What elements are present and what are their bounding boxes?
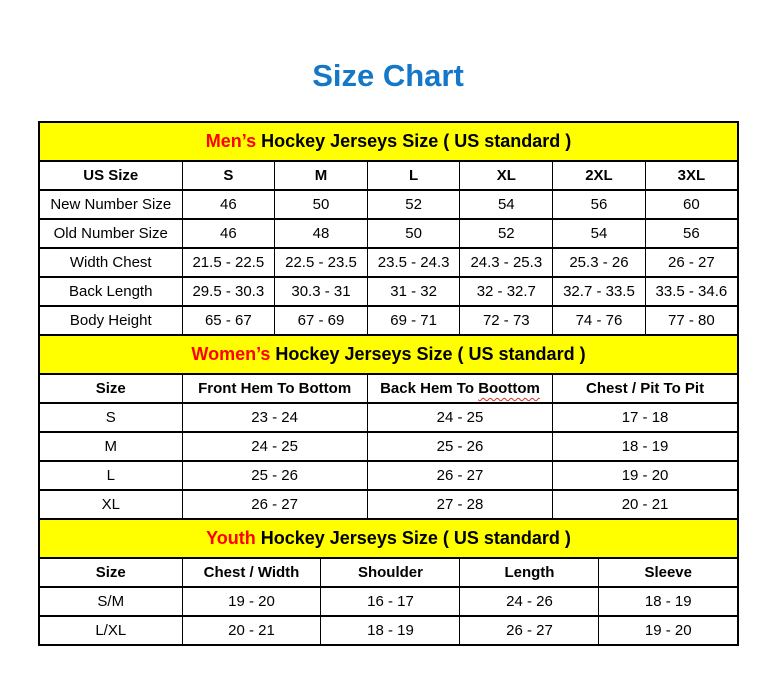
table-cell: 24 - 25: [182, 432, 367, 461]
table-cell: 69 - 71: [367, 306, 460, 335]
womens-section-title-rest: Hockey Jerseys Size ( US standard ): [270, 344, 586, 365]
table-cell: 22.5 - 23.5: [275, 248, 368, 277]
mens-row-old-number-size: [39, 219, 738, 248]
youth-col-chest-width: Chest / Width: [182, 558, 321, 587]
youth-row-sm: [39, 587, 738, 616]
row-label: S/M: [39, 587, 182, 616]
table-cell: 24 - 26: [460, 587, 599, 616]
row-label: M: [39, 432, 182, 461]
table-cell: 25.3 - 26: [553, 248, 646, 277]
mens-col-2xl: 2XL: [553, 161, 646, 190]
row-label: Body Height: [39, 306, 182, 335]
table-cell: 16 - 17: [321, 587, 460, 616]
row-label: S: [39, 403, 182, 432]
mens-row-back-length: [39, 277, 738, 306]
table-cell: 17 - 18: [553, 403, 738, 432]
table-cell: 50: [275, 190, 368, 219]
table-cell: 52: [460, 219, 553, 248]
table-cell: 50: [367, 219, 460, 248]
mens-section-highlight: Men’s: [205, 131, 257, 152]
womens-col-front-hem: Front Hem To Bottom: [182, 374, 367, 403]
mens-section-band: [39, 122, 738, 161]
table-cell: 54: [553, 219, 646, 248]
youth-col-length: Length: [460, 558, 599, 587]
womens-col-back-hem: [367, 374, 552, 403]
mens-row-new-number-size: [39, 190, 738, 219]
youth-row-lxl: [39, 616, 738, 645]
womens-section-highlight: Women’s: [191, 344, 271, 365]
table-cell: 23 - 24: [182, 403, 367, 432]
table-cell: 26 - 27: [182, 490, 367, 519]
table-cell: 19 - 20: [182, 587, 321, 616]
table-cell: 52: [367, 190, 460, 219]
table-cell: 65 - 67: [182, 306, 275, 335]
table-cell: 33.5 - 34.6: [645, 277, 738, 306]
mens-col-us-size: US Size: [39, 161, 182, 190]
table-cell: 77 - 80: [645, 306, 738, 335]
mens-col-l: L: [367, 161, 460, 190]
mens-row-width-chest: [39, 248, 738, 277]
table-cell: 60: [645, 190, 738, 219]
table-cell: 18 - 19: [553, 432, 738, 461]
table-cell: 56: [645, 219, 738, 248]
table-cell: 31 - 32: [367, 277, 460, 306]
row-label: XL: [39, 490, 182, 519]
table-cell: 32.7 - 33.5: [553, 277, 646, 306]
table-cell: 56: [553, 190, 646, 219]
table-cell: 54: [460, 190, 553, 219]
youth-col-size: Size: [39, 558, 182, 587]
table-cell: 19 - 20: [599, 616, 738, 645]
row-label: New Number Size: [39, 190, 182, 219]
table-cell: 19 - 20: [553, 461, 738, 490]
youth-section-title-rest: Hockey Jerseys Size ( US standard ): [255, 528, 571, 549]
page-title: Size Chart: [312, 58, 464, 93]
table-cell: 24.3 - 25.3: [460, 248, 553, 277]
table-cell: 18 - 19: [599, 587, 738, 616]
table-cell: 48: [275, 219, 368, 248]
womens-row-l: [39, 461, 738, 490]
womens-col-back-hem-misspelled-word: Boottom: [478, 379, 540, 397]
row-label: Width Chest: [39, 248, 182, 277]
youth-col-sleeve: Sleeve: [599, 558, 738, 587]
table-cell: 26 - 27: [460, 616, 599, 645]
mens-col-xl: XL: [460, 161, 553, 190]
mens-row-body-height: [39, 306, 738, 335]
youth-header-row: [39, 558, 738, 587]
table-cell: 25 - 26: [182, 461, 367, 490]
table-cell: 30.3 - 31: [275, 277, 368, 306]
womens-col-chest: Chest / Pit To Pit: [553, 374, 738, 403]
womens-col-back-hem-prefix: Back Hem To: [380, 379, 479, 397]
table-cell: 74 - 76: [553, 306, 646, 335]
womens-row-xl: [39, 490, 738, 519]
youth-section-title: [39, 519, 738, 558]
womens-col-size: Size: [39, 374, 182, 403]
mens-section-title-rest: Hockey Jerseys Size ( US standard ): [256, 131, 572, 152]
youth-col-shoulder: Shoulder: [321, 558, 460, 587]
row-label: Old Number Size: [39, 219, 182, 248]
womens-section-title: [39, 335, 738, 374]
mens-section-title: [39, 122, 738, 161]
table-cell: 32 - 32.7: [460, 277, 553, 306]
table-cell: 46: [182, 190, 275, 219]
womens-section-band: [39, 335, 738, 374]
table-cell: 46: [182, 219, 275, 248]
mens-col-s: S: [182, 161, 275, 190]
womens-row-m: [39, 432, 738, 461]
table-cell: 23.5 - 24.3: [367, 248, 460, 277]
mens-col-3xl: 3XL: [645, 161, 738, 190]
row-label: L: [39, 461, 182, 490]
table-cell: 29.5 - 30.3: [182, 277, 275, 306]
table-cell: 20 - 21: [553, 490, 738, 519]
size-chart-table: [38, 121, 739, 646]
youth-section-band: [39, 519, 738, 558]
womens-row-s: [39, 403, 738, 432]
table-cell: 21.5 - 22.5: [182, 248, 275, 277]
womens-header-row: [39, 374, 738, 403]
table-cell: 20 - 21: [182, 616, 321, 645]
row-label: L/XL: [39, 616, 182, 645]
mens-header-row: [39, 161, 738, 190]
table-cell: 24 - 25: [367, 403, 552, 432]
table-cell: 18 - 19: [321, 616, 460, 645]
table-cell: 26 - 27: [367, 461, 552, 490]
row-label: Back Length: [39, 277, 182, 306]
youth-section-highlight: Youth: [206, 528, 256, 549]
table-cell: 72 - 73: [460, 306, 553, 335]
table-cell: 27 - 28: [367, 490, 552, 519]
table-cell: 25 - 26: [367, 432, 552, 461]
table-cell: 26 - 27: [645, 248, 738, 277]
table-cell: 67 - 69: [275, 306, 368, 335]
mens-col-m: M: [275, 161, 368, 190]
